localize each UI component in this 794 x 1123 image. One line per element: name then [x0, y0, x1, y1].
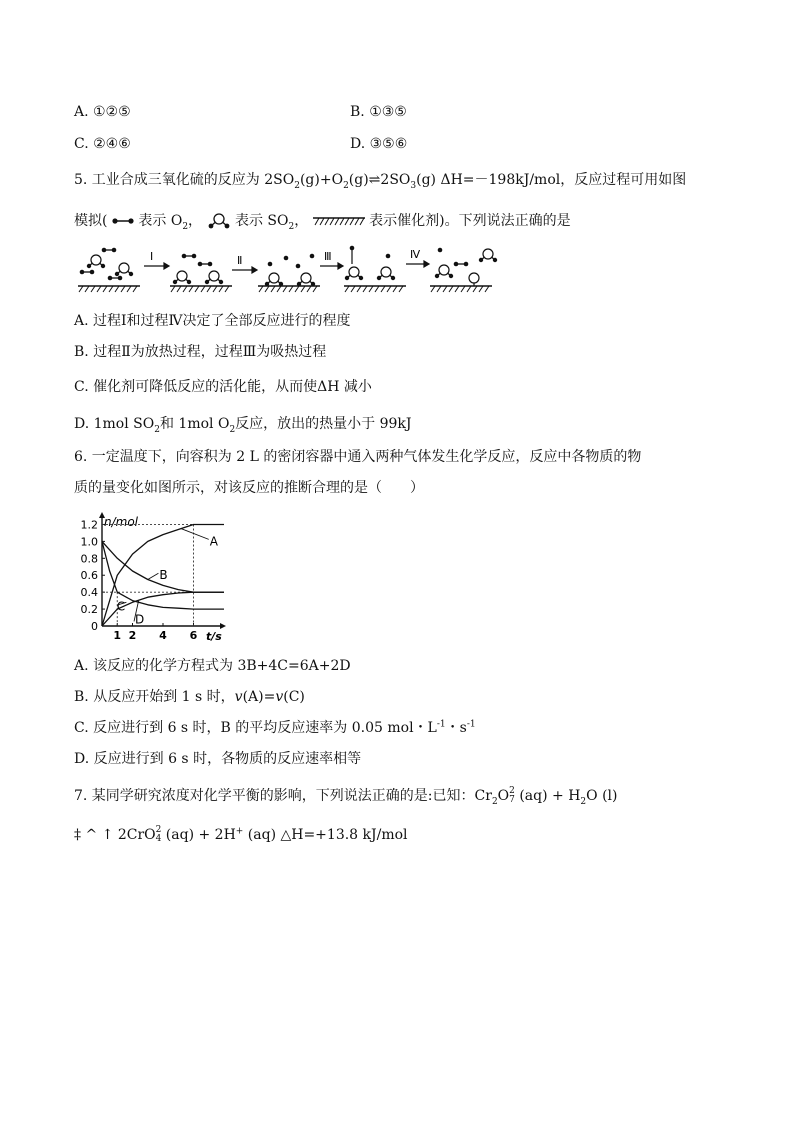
q7-equation-line: ‡ ^ ↑ 2CrO 2 4 (aq) + 2H+ (aq) △H=+13.8 kJ/mol [74, 825, 408, 844]
y-tick-label: 0 [91, 620, 98, 633]
q5-option-a: A. 过程Ⅰ和过程Ⅳ决定了全部反应进行的程度 [74, 313, 351, 329]
q5-stem: 5. 工业合成三氧化硫的反应为 $2SO_2(g)+O_2(g)\rightleftharpoons 2SO_3(g)$ ΔH=－198kJ/mol，反应过程可用如图 [74, 172, 687, 191]
q6-option-a: A. 该反应的化学方程式为 3B+4C=6A+2D [74, 658, 351, 674]
amount-vs-time-chart [70, 508, 230, 644]
reaction-process-figure [74, 242, 504, 300]
q5-legend-line: 模拟( 表示 $O_2$， 表示 $SO_2$， 表示催化剂)。下列说法正确的是 [74, 213, 571, 232]
chart-ylabel: n/mol [104, 515, 139, 529]
x-axis-arrow [220, 623, 226, 629]
chart-xlabel: t/s [206, 630, 222, 643]
series-A-leader [181, 529, 208, 540]
series-B-line [102, 541, 224, 592]
process-label-4: Ⅳ [410, 248, 421, 261]
q6-option-b: B. 从反应开始到 1 s 时，v(A)=v(C) [74, 689, 305, 705]
q4-option-b: B. ①③⑤ [350, 104, 407, 120]
q5-option-d: D. 1mol $SO_2$和 1mol $O_2$反应，放出的热量小于 99kJ [74, 416, 412, 435]
y-tick-label: 0.4 [80, 586, 98, 600]
q4-option-c: C. ②④⑥ [74, 136, 131, 152]
y-tick-label: 1.0 [80, 535, 98, 549]
x-tick-label: 1 [113, 629, 122, 642]
q6-option-d: D. 反应进行到 6 s 时，各物质的反应速率相等 [74, 751, 362, 767]
catalyst-surface-icon [313, 216, 365, 226]
series-C-label: C [116, 599, 126, 614]
process-label-2: Ⅱ [237, 254, 243, 267]
y-tick-label: 0.8 [80, 552, 98, 566]
x-tick-label: 4 [159, 629, 167, 642]
x-tick-label: 2 [128, 629, 137, 642]
series-D-label: D [135, 612, 145, 627]
q4-option-d: D. ③⑤⑥ [350, 136, 408, 152]
q5-option-c: C. 催化剂可降低反应的活化能，从而使ΔH 减小 [74, 379, 372, 395]
y-tick-label: 0.2 [80, 603, 98, 617]
process-label-1: Ⅰ [150, 250, 154, 263]
so2-molecule-icon [207, 213, 231, 229]
q6-option-c: C. 反应进行到 6 s 时，B 的平均反应速率为 0.05 mol・$L^{-1}$・$s^{-1}$ [74, 719, 476, 736]
q7-stem: 7. 某同学研究浓度对化学平衡的影响，下列说法正确的是:已知：$Cr_2O$ 2 7 $(aq) + H_2O$ (l) [74, 786, 618, 807]
x-tick-label: 6 [189, 629, 198, 642]
q6-stem-line2: 质的量变化如图所示，对该反应的推断合理的是（ ） [74, 480, 424, 496]
y-tick-label: 0.6 [80, 569, 98, 583]
q6-stem-line1: 6. 一定温度下，向容积为 2 L 的密闭容器中通入两种气体发生化学反应，反应中各物质的物 [74, 449, 642, 465]
series-A-label: A [209, 534, 218, 549]
q5-option-b: B. 过程Ⅱ为放热过程，过程Ⅲ为吸热过程 [74, 344, 327, 360]
equilibrium-arrow-glyph: ‡ ^ ↑ [74, 827, 114, 843]
y-tick-label: 1.2 [80, 518, 98, 532]
process-label-3: Ⅲ [324, 250, 332, 263]
series-B-label: B [159, 568, 168, 583]
series-B-leader [148, 573, 159, 579]
q4-option-a: A. ①②⑤ [74, 104, 131, 120]
o2-molecule-icon [112, 216, 134, 226]
